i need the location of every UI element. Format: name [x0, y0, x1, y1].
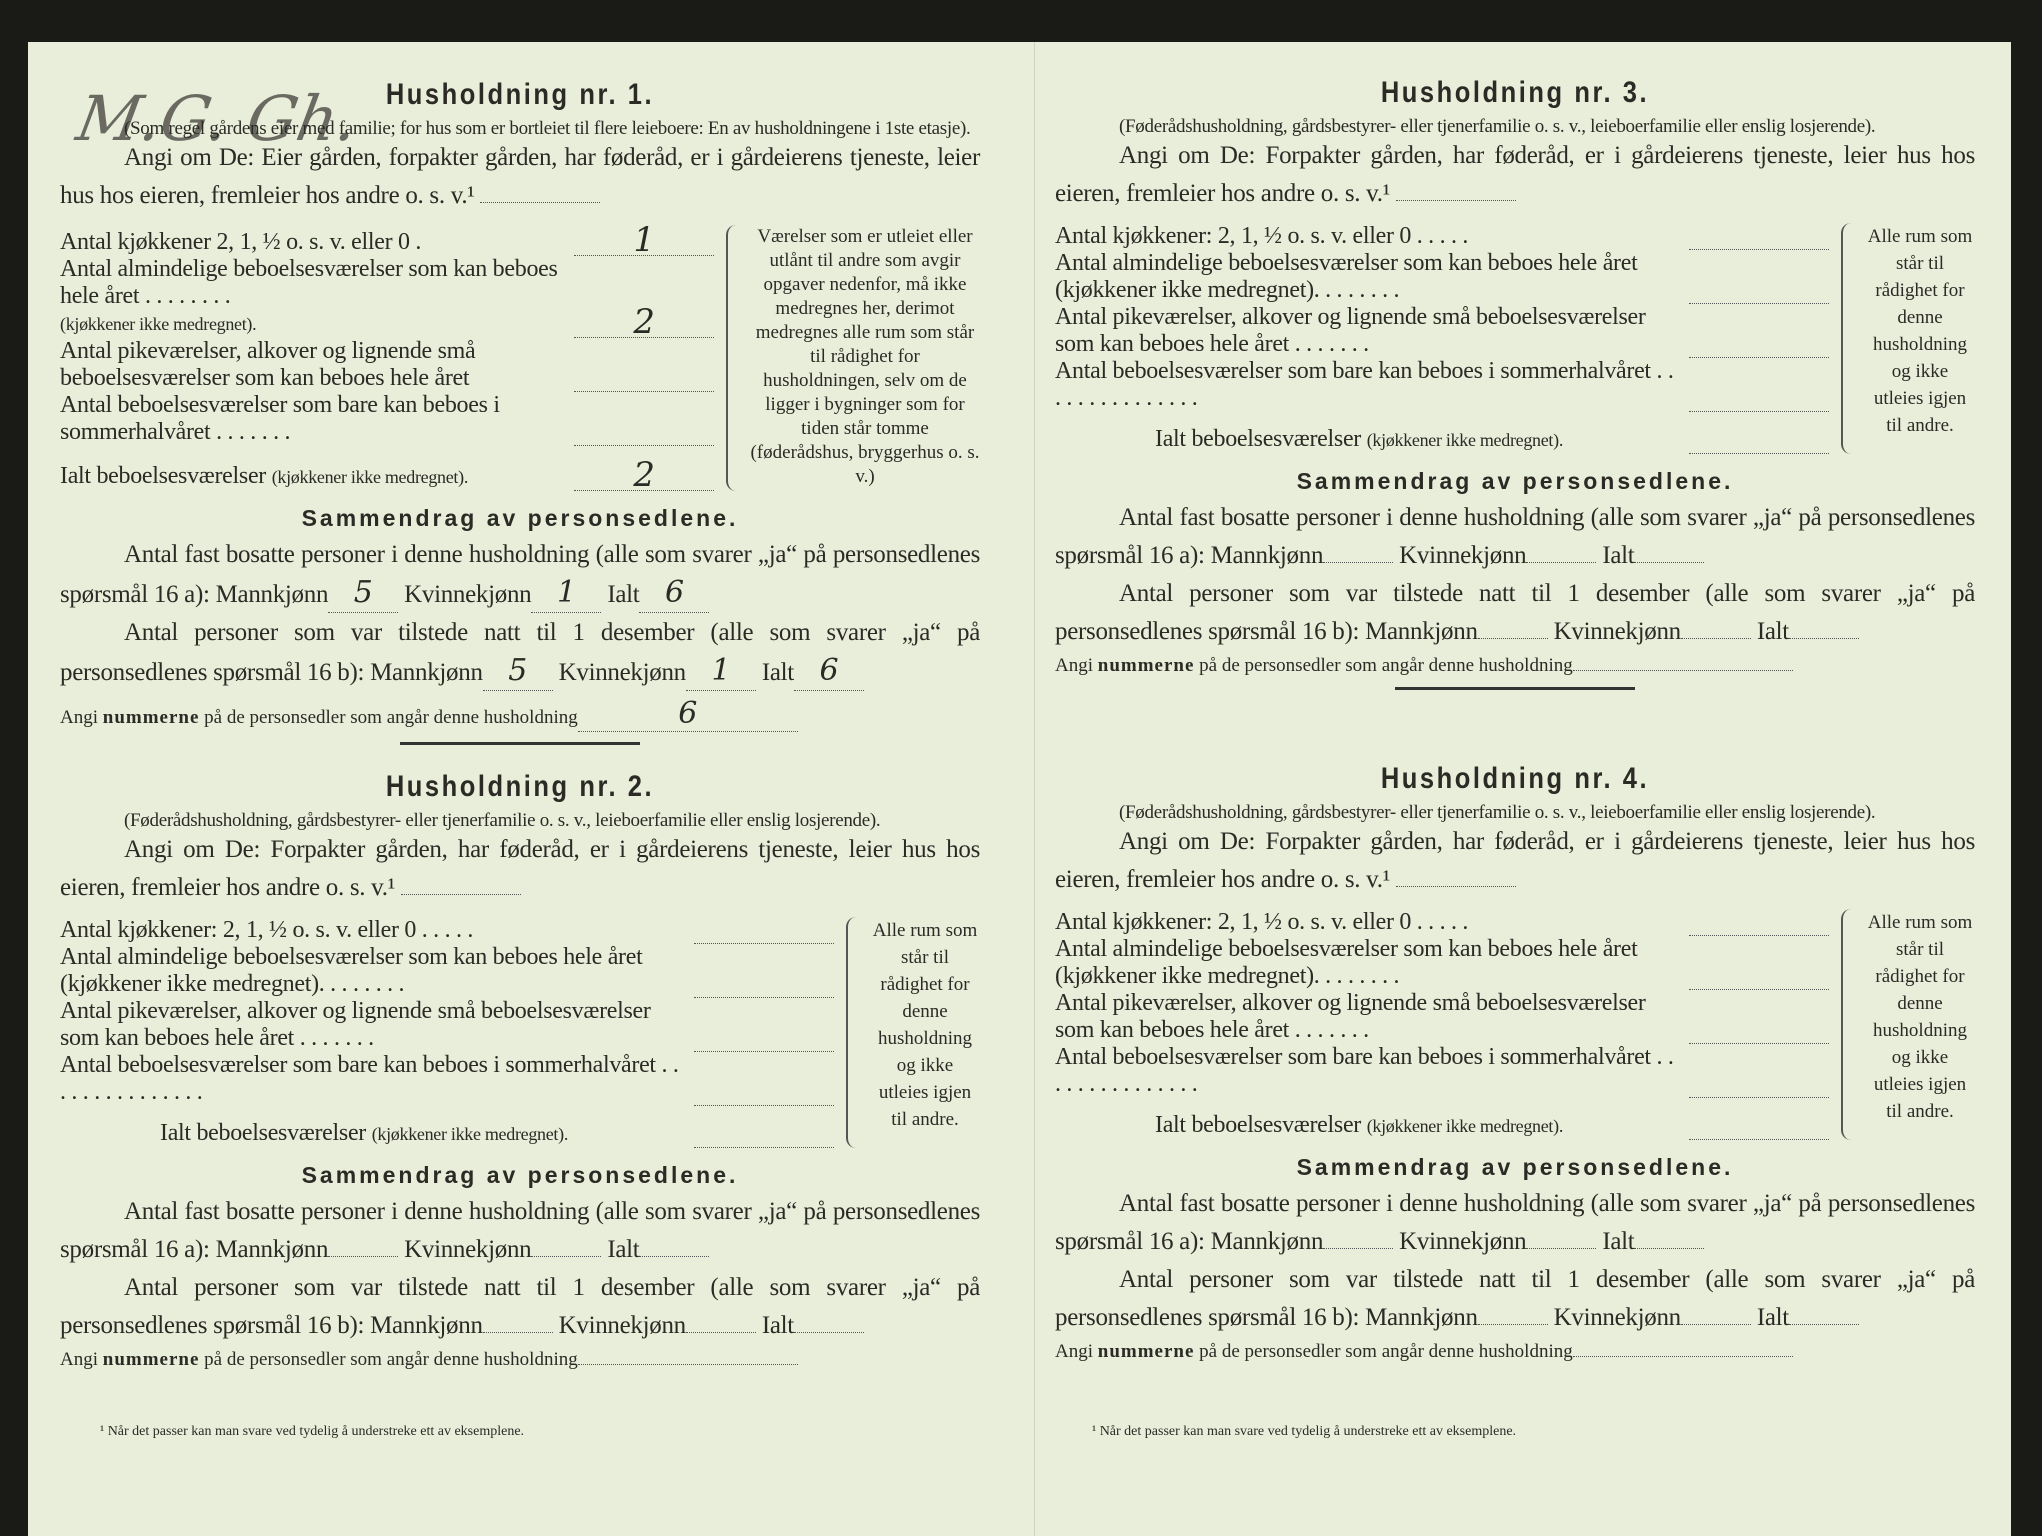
room-row-value[interactable]	[1689, 357, 1829, 358]
footnote-left: ¹ Når det passer kan man svare ved tydelig å understreke ett av eksemplene.	[100, 1424, 525, 1439]
summary-s2	[1055, 575, 1975, 651]
female-label: Kvinnekjønn	[1553, 1304, 1681, 1331]
summary-text: Antal fast bosatte personer i denne husholdning (alle som svarer „ja“ på personsedlenes spørsmål 16 a): Mannkjønn	[1055, 504, 1975, 569]
rooms-section	[60, 220, 980, 495]
room-row	[1055, 304, 1829, 358]
room-row-text: Antal beboelsesværelser som bare kan beboes i sommerhalvåret . . . . . . .	[60, 392, 500, 445]
numbers-bold: nummerne	[1097, 1341, 1195, 1362]
room-row	[60, 256, 714, 342]
brace-divider	[846, 917, 864, 1148]
female-count-field[interactable]: 1	[686, 652, 756, 691]
female-count-field[interactable]	[686, 1332, 756, 1333]
room-row	[60, 917, 834, 944]
room-row-text: Antal almindelige beboelsesværelser som kan beboes hele året (kjøkkener ikke medregnet). . . . . . . .	[1055, 936, 1638, 989]
occupancy-question	[60, 139, 980, 215]
room-row-label	[1055, 936, 1683, 990]
female-label: Kvinnekjønn	[558, 1312, 686, 1339]
room-row	[1055, 250, 1829, 304]
room-row-label	[1055, 909, 1683, 936]
female-count-field[interactable]	[1526, 1248, 1596, 1249]
summary-text: Antal fast bosatte personer i denne husholdning (alle som svarer „ja“ på personsedlenes spørsmål 16 a): Mannkjønn	[60, 1198, 980, 1263]
summary-title: Sammendrag av personsedlene.	[301, 1162, 739, 1188]
room-row-text: Antal kjøkkener 2, 1, ½ o. s. v. eller 0 .	[60, 229, 422, 255]
numbers-line	[60, 1349, 980, 1371]
summary-s1	[60, 536, 980, 614]
room-row-label	[60, 1052, 688, 1106]
room-row-text: Antal kjøkkener: 2, 1, ½ o. s. v. eller 0 . . . . .	[1055, 909, 1469, 935]
section-divider	[400, 742, 640, 745]
total-rooms-value[interactable]	[694, 1147, 834, 1148]
side-note: Værelser som er utleiet eller utlånt til andre som avgir opgaver nedenfor, må ikke medregnes her, derimot medregnes alle rum som står til rådighet for husholdningen, selv om de ligger i bygninger som for tiden står tomme (føderådshus, bryggerhus o. s. v.)	[750, 226, 980, 487]
room-rows	[1055, 223, 1829, 454]
total-note: (kjøkkener ikke medregnet).	[1366, 430, 1564, 450]
room-row	[1055, 936, 1829, 990]
female-label: Kvinnekjønn	[1399, 1228, 1527, 1255]
room-rows	[60, 917, 834, 1148]
female-label: Kvinnekjønn	[1399, 542, 1527, 569]
total-persons-field[interactable]	[794, 1332, 864, 1333]
room-row-text: Antal pikeværelser, alkover og lignende små beboelsesværelser som kan beboes hele året	[60, 338, 476, 391]
female-label: Kvinnekjønn	[404, 1236, 532, 1263]
total-rooms-row	[1055, 426, 1829, 454]
total-rooms-value[interactable]	[1689, 1139, 1829, 1140]
household-2	[60, 770, 980, 1371]
female-count-field[interactable]	[531, 1256, 601, 1257]
summary-title: Sammendrag av personsedlene.	[1296, 468, 1734, 494]
brace-divider	[726, 225, 744, 491]
summary-text: Antal fast bosatte personer i denne husholdning (alle som svarer „ja“ på personsedlenes spørsmål 16 a): Mannkjønn	[60, 541, 980, 608]
summary-text: Antal personer som var tilstede natt til 1 desember (alle som svarer „ja“ på personsedlenes spørsmål 16 b): Mannkjønn	[1055, 1266, 1975, 1331]
side-note: Alle rum som står til rådighet for denne husholdning og ikke utleies igjen til andre.	[872, 920, 978, 1130]
male-count-field[interactable]: 5	[328, 574, 398, 613]
total-note: (kjøkkener ikke medregnet).	[1366, 1116, 1564, 1136]
room-row-label	[60, 392, 568, 446]
household-3	[1055, 76, 1975, 690]
numbers-field[interactable]	[578, 1364, 798, 1365]
male-count-field[interactable]	[1478, 1324, 1548, 1325]
room-row	[60, 338, 714, 392]
household-title: Husholdning nr. 4.	[1380, 762, 1650, 795]
room-row-label	[60, 256, 568, 338]
summary-title: Sammendrag av personsedlene.	[301, 505, 739, 531]
side-note: Alle rum som står til rådighet for denne husholdning og ikke utleies igjen til andre.	[1867, 226, 1973, 436]
room-row-value[interactable]	[1689, 303, 1829, 304]
summary-s1	[60, 1193, 980, 1269]
household-title: Husholdning nr. 1.	[385, 78, 655, 111]
numbers-bold: nummerne	[102, 1349, 200, 1370]
occupancy-answer-field[interactable]	[1396, 200, 1516, 201]
footnote-right: ¹ Når det passer kan man svare ved tydelig å understreke ett av eksemplene.	[1092, 1424, 1517, 1439]
room-row-note: (kjøkkener ikke medregnet).	[60, 314, 257, 334]
total-persons-label: Ialt	[761, 659, 794, 686]
female-count-field[interactable]	[1526, 562, 1596, 563]
summary-text: Antal personer som var tilstede natt til 1 desember (alle som svarer „ja“ på personsedlenes spørsmål 16 b): Mannkjønn	[60, 619, 980, 686]
brace-divider	[1841, 909, 1859, 1140]
room-row-label	[60, 944, 688, 998]
male-count-field[interactable]	[1478, 638, 1548, 639]
numbers-field[interactable]	[1573, 670, 1793, 671]
room-row-value[interactable]: 2	[574, 307, 714, 338]
occupancy-text: Angi om De: Eier gården, forpakter gården, har føderåd, er i gårdeierens tjeneste, leier hus hos eieren, fremleier hos andre o. s. v.¹	[60, 144, 980, 209]
numbers-line	[60, 696, 980, 732]
numbers-post: på de personsedler som angår denne husholdning	[1199, 655, 1573, 676]
total-persons-label: Ialt	[1602, 1228, 1635, 1255]
summary-s2	[60, 614, 980, 692]
total-persons-label: Ialt	[607, 581, 640, 608]
room-row-label	[60, 998, 688, 1052]
room-row	[1055, 990, 1829, 1044]
total-label: Ialt beboelsesværelser	[1155, 426, 1361, 452]
room-row-label	[1055, 1044, 1683, 1098]
summary-text: Antal personer som var tilstede natt til 1 desember (alle som svarer „ja“ på personsedlenes spørsmål 16 b): Mannkjønn	[60, 1274, 980, 1339]
female-count-field[interactable]	[1681, 638, 1751, 639]
total-persons-label: Ialt	[1756, 1304, 1789, 1331]
female-label: Kvinnekjønn	[404, 581, 532, 608]
total-rooms-row	[1055, 1112, 1829, 1140]
summary-text: Antal fast bosatte personer i denne husholdning (alle som svarer „ja“ på personsedlenes spørsmål 16 a): Mannkjønn	[1055, 1190, 1975, 1255]
room-row-text: Antal almindelige beboelsesværelser som kan beboes hele året . . . . . . . .	[60, 256, 558, 309]
room-row-text: Antal pikeværelser, alkover og lignende små beboelsesværelser som kan beboes hele året . . . . . . .	[60, 998, 651, 1051]
room-row-text: Antal pikeværelser, alkover og lignende små beboelsesværelser som kan beboes hele året . . . . . . .	[1055, 990, 1646, 1043]
female-count-field[interactable]	[1681, 1324, 1751, 1325]
total-persons-field[interactable]	[1634, 1248, 1704, 1249]
occupancy-answer-field[interactable]	[1396, 886, 1516, 887]
occupancy-text: Angi om De: Forpakter gården, har føderåd, er i gårdeierens tjeneste, leier hus hos eieren, fremleier hos andre o. s. v.¹	[1055, 142, 1975, 207]
room-row-value[interactable]	[574, 391, 714, 392]
room-row-label	[1055, 250, 1683, 304]
room-row-value[interactable]	[694, 943, 834, 944]
numbers-pre: Angi	[1055, 655, 1093, 676]
total-label: Ialt beboelsesværelser	[1155, 1112, 1361, 1138]
room-row-text: Antal almindelige beboelsesværelser som kan beboes hele året (kjøkkener ikke medregnet). . . . . . . .	[60, 944, 643, 997]
room-row-text: Antal beboelsesværelser som bare kan beboes i sommerhalvåret . . . . . . . . . . . . . . .	[60, 1052, 679, 1105]
summary-s2	[60, 1269, 980, 1345]
room-row	[1055, 909, 1829, 936]
total-rooms-value[interactable]: 2	[574, 460, 714, 491]
total-persons-label: Ialt	[607, 1236, 640, 1263]
side-note: Alle rum som står til rådighet for denne husholdning og ikke utleies igjen til andre.	[1867, 912, 1973, 1122]
room-row-value[interactable]	[694, 1051, 834, 1052]
rooms-section	[1055, 909, 1975, 1140]
total-persons-field[interactable]	[1789, 1324, 1859, 1325]
total-persons-field[interactable]	[1634, 562, 1704, 563]
numbers-post: på de personsedler som angår denne husholdning	[204, 1349, 578, 1370]
total-persons-label: Ialt	[1756, 618, 1789, 645]
total-rooms-label	[60, 463, 568, 491]
room-row	[1055, 223, 1829, 250]
total-rooms-row	[60, 1120, 834, 1148]
room-row	[60, 998, 834, 1052]
room-row-text: Antal almindelige beboelsesværelser som kan beboes hele året (kjøkkener ikke medregnet). . . . . . . .	[1055, 250, 1638, 303]
occupancy-text: Angi om De: Forpakter gården, har føderåd, er i gårdeierens tjeneste, leier hus hos eieren, fremleier hos andre o. s. v.¹	[60, 836, 980, 901]
total-note: (kjøkkener ikke medregnet).	[271, 467, 469, 487]
total-rooms-label	[1055, 1112, 1683, 1140]
rooms-section	[60, 917, 980, 1148]
room-row-value[interactable]	[574, 445, 714, 446]
summary-s2	[1055, 1261, 1975, 1337]
occupancy-question	[1055, 137, 1975, 213]
household-intro: (Som regel gårdens eier med familie; for hus som er bortleiet til flere leieboere: En av husholdningene i 1ste etasje).	[124, 118, 971, 139]
male-count-field[interactable]	[483, 1332, 553, 1333]
male-count-field[interactable]	[328, 1256, 398, 1257]
numbers-field[interactable]	[1573, 1356, 1793, 1357]
numbers-field[interactable]: 6	[578, 696, 798, 732]
household-1	[60, 78, 980, 745]
room-row-value[interactable]	[1689, 989, 1829, 990]
room-row-label	[1055, 990, 1683, 1044]
total-rooms-label	[60, 1120, 688, 1148]
room-row-value[interactable]	[1689, 1043, 1829, 1044]
male-count-field[interactable]: 5	[483, 652, 553, 691]
total-rooms-label	[1055, 426, 1683, 454]
room-row-value[interactable]	[1689, 249, 1829, 250]
room-rows	[60, 220, 714, 495]
section-divider	[1395, 687, 1635, 690]
household-4	[1055, 762, 1975, 1363]
room-row-label	[60, 338, 568, 392]
summary-s1	[1055, 499, 1975, 575]
room-row-label	[60, 917, 688, 944]
summary-title: Sammendrag av personsedlene.	[1296, 1154, 1734, 1180]
total-persons-field[interactable]: 6	[794, 652, 864, 691]
room-row	[60, 944, 834, 998]
room-row-value[interactable]: 1	[574, 225, 714, 256]
room-row	[60, 392, 714, 446]
female-label: Kvinnekjønn	[558, 659, 686, 686]
numbers-line	[1055, 655, 1975, 677]
room-row	[1055, 1044, 1829, 1098]
numbers-post: på de personsedler som angår denne husholdning	[1199, 1341, 1573, 1362]
room-row-value[interactable]	[694, 997, 834, 998]
room-row-text: Antal kjøkkener: 2, 1, ½ o. s. v. eller 0 . . . . .	[60, 917, 474, 943]
household-intro: (Føderådshusholdning, gårdsbestyrer- eller tjenerfamilie o. s. v., leieboerfamilie eller enslig losjerende).	[1119, 116, 1876, 137]
female-label: Kvinnekjønn	[1553, 618, 1681, 645]
total-persons-field[interactable]	[639, 1256, 709, 1257]
male-count-field[interactable]	[1323, 1248, 1393, 1249]
room-row	[1055, 358, 1829, 412]
brace-divider	[1841, 223, 1859, 454]
total-persons-label: Ialt	[761, 1312, 794, 1339]
room-row-value[interactable]	[694, 1105, 834, 1106]
room-row-label	[1055, 304, 1683, 358]
total-rooms-value[interactable]	[1689, 453, 1829, 454]
room-row-label	[1055, 358, 1683, 412]
room-row-value[interactable]	[1689, 411, 1829, 412]
household-title: Husholdning nr. 2.	[385, 770, 655, 803]
occupancy-question	[60, 831, 980, 907]
room-row-text: Antal beboelsesværelser som bare kan beboes i sommerhalvåret . . . . . . . . . . . . . . .	[1055, 1044, 1674, 1097]
rooms-section	[1055, 223, 1975, 454]
summary-text: Antal personer som var tilstede natt til 1 desember (alle som svarer „ja“ på personsedlenes spørsmål 16 b): Mannkjønn	[1055, 580, 1975, 645]
numbers-post: på de personsedler som angår denne husholdning	[204, 707, 578, 728]
occupancy-question	[1055, 823, 1975, 899]
room-row-text: Antal pikeværelser, alkover og lignende små beboelsesværelser som kan beboes hele året . . . . . . .	[1055, 304, 1646, 357]
room-row-value[interactable]	[1689, 1097, 1829, 1098]
total-persons-label: Ialt	[1602, 542, 1635, 569]
room-rows	[1055, 909, 1829, 1140]
room-row-text: Antal kjøkkener: 2, 1, ½ o. s. v. eller 0 . . . . .	[1055, 223, 1469, 249]
room-row	[60, 220, 714, 260]
numbers-line	[1055, 1341, 1975, 1363]
room-row-label	[1055, 223, 1683, 250]
occupancy-text: Angi om De: Forpakter gården, har føderåd, er i gårdeierens tjeneste, leier hus hos eieren, fremleier hos andre o. s. v.¹	[1055, 828, 1975, 893]
female-count-field[interactable]: 1	[531, 574, 601, 613]
total-persons-field[interactable]	[1789, 638, 1859, 639]
total-label: Ialt beboelsesværelser	[60, 463, 266, 489]
household-intro: (Føderådshusholdning, gårdsbestyrer- eller tjenerfamilie o. s. v., leieboerfamilie eller enslig losjerende).	[124, 810, 881, 831]
household-title: Husholdning nr. 3.	[1380, 76, 1650, 109]
summary-s1	[1055, 1185, 1975, 1261]
total-label: Ialt beboelsesværelser	[160, 1120, 366, 1146]
total-rooms-row	[60, 455, 714, 495]
room-row-value[interactable]	[1689, 935, 1829, 936]
numbers-bold: nummerne	[1097, 655, 1195, 676]
room-row-text: Antal beboelsesværelser som bare kan beboes i sommerhalvåret . . . . . . . . . . . . . . .	[1055, 358, 1674, 411]
total-persons-field[interactable]: 6	[639, 574, 709, 613]
occupancy-answer-field[interactable]	[401, 894, 521, 895]
numbers-bold: nummerne	[102, 707, 200, 728]
room-row-label	[60, 229, 568, 256]
occupancy-answer-field[interactable]	[480, 202, 600, 203]
numbers-pre: Angi	[1055, 1341, 1093, 1362]
numbers-pre: Angi	[60, 1349, 98, 1370]
household-intro: (Føderådshusholdning, gårdsbestyrer- eller tjenerfamilie o. s. v., leieboerfamilie eller enslig losjerende).	[1119, 802, 1876, 823]
room-row	[60, 1052, 834, 1106]
total-note: (kjøkkener ikke medregnet).	[371, 1124, 569, 1144]
handwritten-margin-note: M.G. Gh.	[71, 82, 364, 155]
numbers-pre: Angi	[60, 707, 98, 728]
male-count-field[interactable]	[1323, 562, 1393, 563]
